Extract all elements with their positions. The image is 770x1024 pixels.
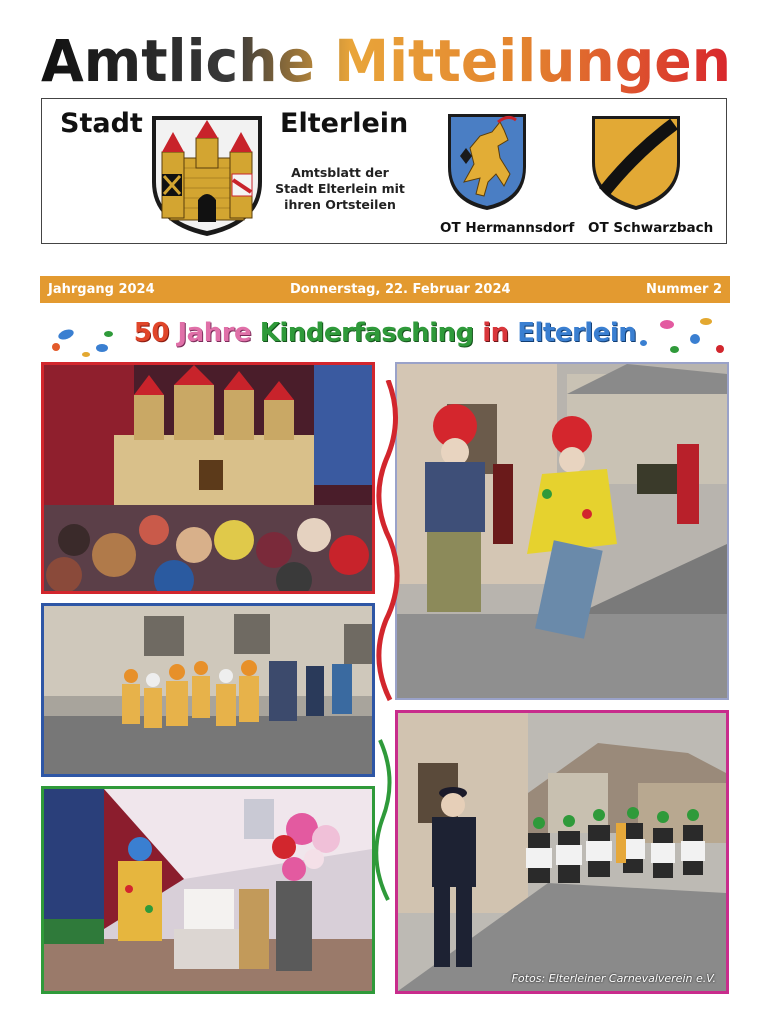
- elterlein-coat-of-arms: [148, 112, 266, 238]
- photo-children-parade: [41, 603, 375, 777]
- amtsblatt-line-1: Amtsblatt der: [291, 165, 389, 180]
- issue-date: Donnerstag, 22. Februar 2024: [290, 282, 511, 297]
- elterlein-label: Elterlein: [280, 108, 409, 139]
- streamer-decoration: [368, 380, 408, 980]
- photo-guard-parade: [395, 710, 729, 994]
- jahrgang-label: Jahrgang 2024: [48, 282, 155, 297]
- issue-info-bar: [40, 276, 730, 303]
- photo-stage-castle: [41, 362, 375, 594]
- stadt-label: Stadt: [60, 108, 143, 139]
- headline-elterlein: Elterlein: [517, 318, 637, 348]
- masthead-text: Amtliche Mitteilungen: [41, 27, 731, 95]
- amtsblatt-line-3: ihren Ortsteilen: [284, 197, 396, 212]
- page-headline: [0, 318, 770, 348]
- masthead-title: [40, 26, 732, 96]
- issue-number: Nummer 2: [645, 282, 722, 297]
- amtsblatt-description: [270, 165, 410, 213]
- headline-jahre: Jahre: [177, 318, 252, 348]
- hermannsdorf-coat-of-arms: [446, 112, 528, 212]
- photo-clowns-street: [395, 362, 729, 700]
- headline-50: 50: [133, 318, 169, 348]
- ot-schwarzbach-label: OT Schwarzbach: [588, 220, 714, 236]
- photo-credit: Fotos: Elterleiner Carnevalverein e.V.: [511, 972, 716, 985]
- headline-kinderfasching: Kinderfasching: [259, 318, 474, 348]
- ot-hermannsdorf-label: OT Hermannsdorf: [440, 220, 575, 236]
- schwarzbach-coat-of-arms: [586, 112, 686, 212]
- photo-hall-birthday-cake: [41, 786, 375, 994]
- amtsblatt-line-2: Stadt Elterlein mit: [275, 181, 405, 196]
- headline-in: in: [482, 318, 509, 348]
